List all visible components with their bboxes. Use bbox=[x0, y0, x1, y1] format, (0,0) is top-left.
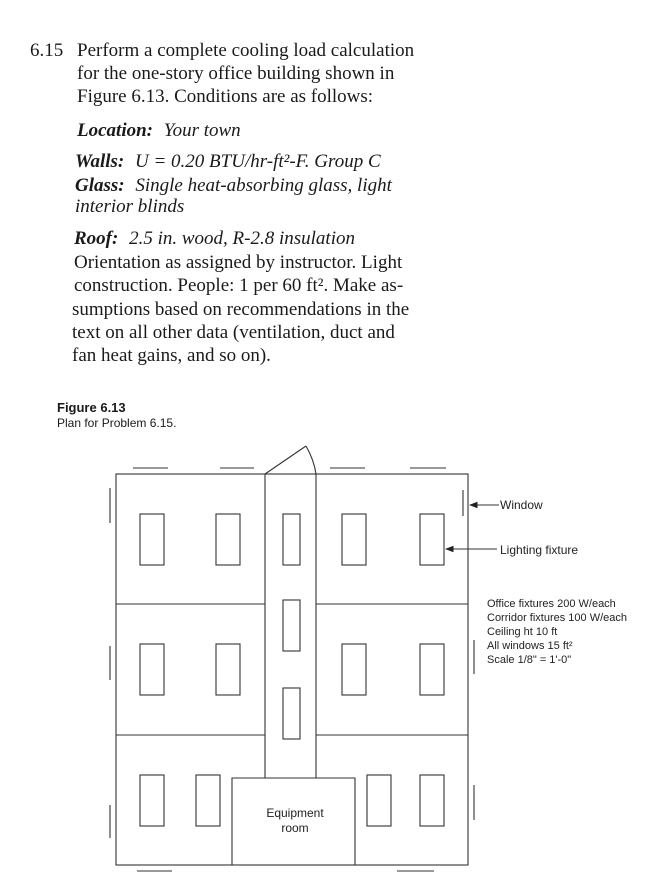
equipment-room-label-2: room bbox=[281, 821, 309, 835]
note-line: Corridor fixtures 100 W/each bbox=[487, 612, 627, 624]
lighting-fixture bbox=[216, 644, 240, 695]
glass-label: Glass: bbox=[75, 175, 125, 196]
door-leaf bbox=[265, 446, 306, 474]
note-line: Scale 1/8" = 1'-0" bbox=[487, 654, 572, 666]
rest-line-1: Orientation as assigned by instructor. Light bbox=[74, 252, 403, 273]
lighting-fixture bbox=[283, 688, 300, 739]
lighting-fixture bbox=[283, 514, 300, 565]
note-line: Ceiling ht 10 ft bbox=[487, 626, 558, 638]
glass-value-2: interior blinds bbox=[75, 196, 185, 217]
location-value: Your town bbox=[163, 120, 241, 141]
rest-line-3: sumptions based on recommendations in the bbox=[72, 299, 410, 320]
lighting-fixture-label: Lighting fixture bbox=[500, 543, 579, 557]
note-line: All windows 15 ft² bbox=[487, 640, 573, 652]
intro-line-2: for the one-story office building shown in bbox=[77, 63, 395, 84]
lighting-fixture bbox=[420, 514, 444, 565]
lighting-fixture bbox=[196, 775, 220, 826]
lighting-fixture bbox=[140, 514, 164, 565]
figure-title: Figure 6.13 bbox=[57, 400, 126, 415]
walls-label: Walls: bbox=[75, 151, 125, 172]
rest-line-5: fan heat gains, and so on). bbox=[72, 345, 271, 366]
glass-value-1: Single heat-absorbing glass, light bbox=[135, 175, 392, 196]
lighting-fixture bbox=[216, 514, 240, 565]
lighting-fixture bbox=[342, 644, 366, 695]
intro-line-1: Perform a complete cooling load calculation bbox=[77, 40, 415, 61]
lighting-fixture bbox=[342, 514, 366, 565]
problem-number: 6.15 bbox=[30, 40, 64, 61]
lighting-fixture bbox=[140, 644, 164, 695]
roof-label: Roof: bbox=[74, 228, 119, 249]
door-swing-arc bbox=[306, 446, 316, 474]
equipment-room-label-1: Equipment bbox=[266, 806, 324, 820]
rest-line-4: text on all other data (ventilation, duct and bbox=[72, 322, 395, 343]
intro-line-3: Figure 6.13. Conditions are as follows: bbox=[77, 86, 374, 107]
figure-caption: Plan for Problem 6.15. bbox=[57, 416, 177, 430]
lighting-fixture bbox=[367, 775, 391, 826]
note-line: Office fixtures 200 W/each bbox=[487, 598, 616, 610]
lighting-fixture bbox=[420, 644, 444, 695]
window-label: Window bbox=[500, 498, 543, 512]
lighting-fixture bbox=[283, 600, 300, 651]
roof-value: 2.5 in. wood, R-2.8 insulation bbox=[129, 228, 355, 249]
rest-line-2: construction. People: 1 per 60 ft². Make as- bbox=[74, 275, 404, 296]
figure-notes bbox=[487, 598, 627, 666]
location-label: Location: bbox=[77, 120, 153, 141]
lighting-fixture bbox=[140, 775, 164, 826]
lighting-fixture bbox=[420, 775, 444, 826]
walls-value: U = 0.20 BTU/hr-ft²-F. Group C bbox=[135, 151, 381, 172]
